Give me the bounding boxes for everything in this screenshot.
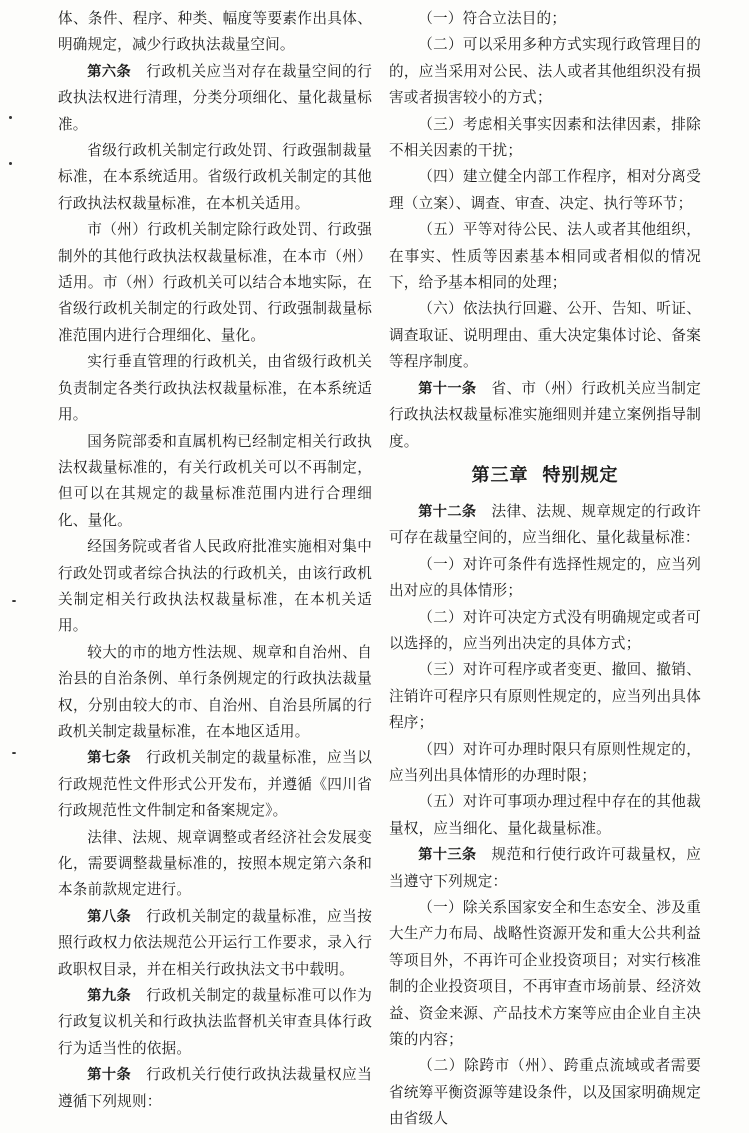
scan-speck	[9, 116, 12, 119]
paragraph-text: （一）除关系国家安全和生态安全、涉及重大生产力布局、战略性资源开发和重大公共利益等项目外，不再许可企业投资项目；对实行核准制的企业投资项目，不再审查市场前景、经济效益、资金来源、产品技术方案等应由企业自主决策的内容；	[389, 899, 701, 1049]
article-number: 第十条	[87, 1067, 132, 1084]
clause-paragraph	[389, 164, 701, 217]
clause-paragraph	[58, 640, 372, 746]
paragraph-text: （二）除跨市（州）、跨重点流域或者需要省统筹平衡资源等建设条件，以及国家明确规定由省级人	[389, 1057, 701, 1128]
clause-paragraph	[389, 112, 701, 165]
paragraph-text: （一）符合立法目的；	[418, 10, 567, 27]
paragraph-text: （四）对许可办理时限只有原则性规定的，应当列出具体情形的办理时限；	[389, 740, 701, 784]
article-number: 第六条	[87, 63, 132, 80]
paragraph-text: （六）依法执行回避、公开、告知、听证、调查取证、说明理由、重大决定集体讨论、备案等程序制度。	[389, 300, 701, 371]
article-text: 法律、法规、规章规定的行政许可存在裁量空间的，应当细化、量化裁量标准：	[389, 502, 701, 547]
article-number: 第八条	[87, 908, 132, 925]
paragraph-text: 法律、法规、规章调整或者经济社会发展变化，需要调整裁量标准的，按照本规定第六条和本条前款规定进行。	[58, 828, 372, 899]
clause-paragraph	[58, 825, 372, 904]
clause-paragraph	[389, 657, 701, 736]
clause-paragraph	[389, 605, 701, 658]
paragraph-text: （二）对许可决定方式没有明确规定或者可以选择的，应当列出决定的具体方式；	[389, 608, 701, 652]
clause-paragraph	[58, 217, 372, 349]
paragraph-text: 较大的市的地方性法规、规章和自治州、自治县的自治条例、单行条例规定的行政执法裁量权，分别由较大的市、自治州、自治县所属的行政机关制定裁量标准，在本地区适用。	[58, 643, 372, 740]
scan-speck	[12, 752, 16, 754]
clause-paragraph	[389, 737, 701, 790]
article-text: 规范和行使行政许可裁量权，应当遵守下列规定：	[389, 846, 701, 890]
article-paragraph	[58, 745, 372, 824]
right-column	[389, 6, 701, 1133]
paragraph-text: 经国务院或者省人民政府批准实施相对集中行政处罚或者综合执法的行政机关，由该行政机关制定相关行政执法权裁量标准，在本机关适用。	[58, 538, 372, 635]
article-paragraph	[389, 376, 701, 455]
article-paragraph	[389, 499, 701, 552]
article-number: 第七条	[87, 750, 132, 767]
chapter-number: 第三章	[471, 464, 529, 486]
article-paragraph	[58, 904, 372, 983]
article-text: 行政机关制定的裁量标准，应当按照行政权力依法规范公开运行工作要求，录入行政职权目录，并在相关行政执法文书中载明。	[58, 907, 372, 978]
article-number: 第十一条	[418, 380, 477, 397]
article-paragraph	[389, 842, 701, 895]
clause-paragraph	[389, 552, 701, 605]
clause-paragraph	[58, 138, 372, 217]
paragraph-text: （三）考虑相关事实因素和法律因素，排除不相关因素的干扰；	[389, 115, 701, 160]
chapter-heading	[389, 465, 701, 487]
clause-paragraph	[58, 349, 372, 428]
paragraph-text: （二）可以采用多种方式实现行政管理目的的，应当采用对公民、法人或者其他组织没有损害或者损害较小的方式；	[389, 36, 701, 107]
clause-paragraph	[389, 789, 701, 842]
article-number: 第九条	[87, 988, 132, 1005]
left-column	[58, 6, 372, 1115]
clause-paragraph	[58, 429, 372, 535]
continued-paragraph	[58, 6, 372, 59]
article-paragraph	[58, 59, 372, 138]
article-text: 省、市（州）行政机关应当制定行政执法权裁量标准实施细则并建立案例指导制度。	[389, 379, 701, 450]
paragraph-text: （一）对许可条件有选择性规定的，应当列出对应的具体情形；	[389, 555, 701, 600]
paragraph-text: 实行垂直管理的行政机关，由省级行政机关负责制定各类行政执法权裁量标准，在本系统适用。	[58, 353, 372, 424]
article-text: 行政机关制定的裁量标准可以作为行政复议机关和行政执法监督机关审查具体行政行为适当性的依据。	[58, 987, 372, 1057]
paragraph-text: （三）对许可程序或者变更、撤回、撤销、注销许可程序只有原则性规定的，应当列出具体程序；	[389, 661, 701, 732]
article-text: 行政机关制定的裁量标准，应当以行政规范性文件形式公开发布，并遵循《四川省行政规范性文件制定和备案规定》。	[58, 749, 372, 820]
paragraph-text: 市（州）行政机关制定除行政处罚、行政强制外的其他行政执法权裁量标准，在本市（州）适用。市（州）行政机关可以结合本地实际，在省级行政机关制定的行政处罚、行政强制裁量标准范围内进行合理细化、量化。	[58, 221, 372, 344]
clause-paragraph	[389, 1053, 701, 1132]
article-number: 第十三条	[418, 847, 477, 864]
article-paragraph	[58, 983, 372, 1062]
paragraph-text: （五）平等对待公民、法人或者其他组织，在事实、性质等因素基本相同或者相似的情况下，给予基本相同的处理；	[389, 221, 701, 292]
paragraph-text: 省级行政机关制定行政处罚、行政强制裁量标准，在本系统适用。省级行政机关制定的其他行政执法权裁量标准，在本机关适用。	[58, 142, 372, 212]
paragraph-text: （五）对许可事项办理过程中存在的其他裁量权，应当细化、量化裁量标准。	[389, 793, 701, 837]
clause-paragraph	[389, 296, 701, 375]
clause-paragraph	[389, 32, 701, 111]
clause-paragraph	[389, 217, 701, 296]
clause-paragraph	[58, 534, 372, 640]
paragraph-text: 国务院部委和直属机构已经制定相关行政执法权裁量标准的，有关行政机关可以不再制定，但可以在其规定的裁量标准范围内进行合理细化、量化。	[58, 432, 372, 529]
paragraph-text: （四）建立健全内部工作程序，相对分离受理（立案）、调查、审查、决定、执行等环节；	[389, 168, 701, 212]
scan-speck	[9, 162, 12, 165]
article-paragraph	[58, 1062, 372, 1115]
chapter-title: 特别规定	[542, 464, 619, 486]
scan-speck	[12, 600, 16, 602]
paragraph-text: 体、条件、程序、种类、幅度等要素作出具体、明确规定，减少行政执法裁量空间。	[58, 10, 372, 54]
article-text: 行政机关行使行政执法裁量权应当遵循下列规则：	[58, 1066, 372, 1110]
clause-paragraph	[389, 6, 701, 32]
clause-paragraph	[389, 895, 701, 1053]
article-number: 第十二条	[418, 503, 477, 520]
article-text: 行政机关应当对存在裁量空间的行政执法权进行清理，分类分项细化、量化裁量标准。	[58, 62, 372, 133]
